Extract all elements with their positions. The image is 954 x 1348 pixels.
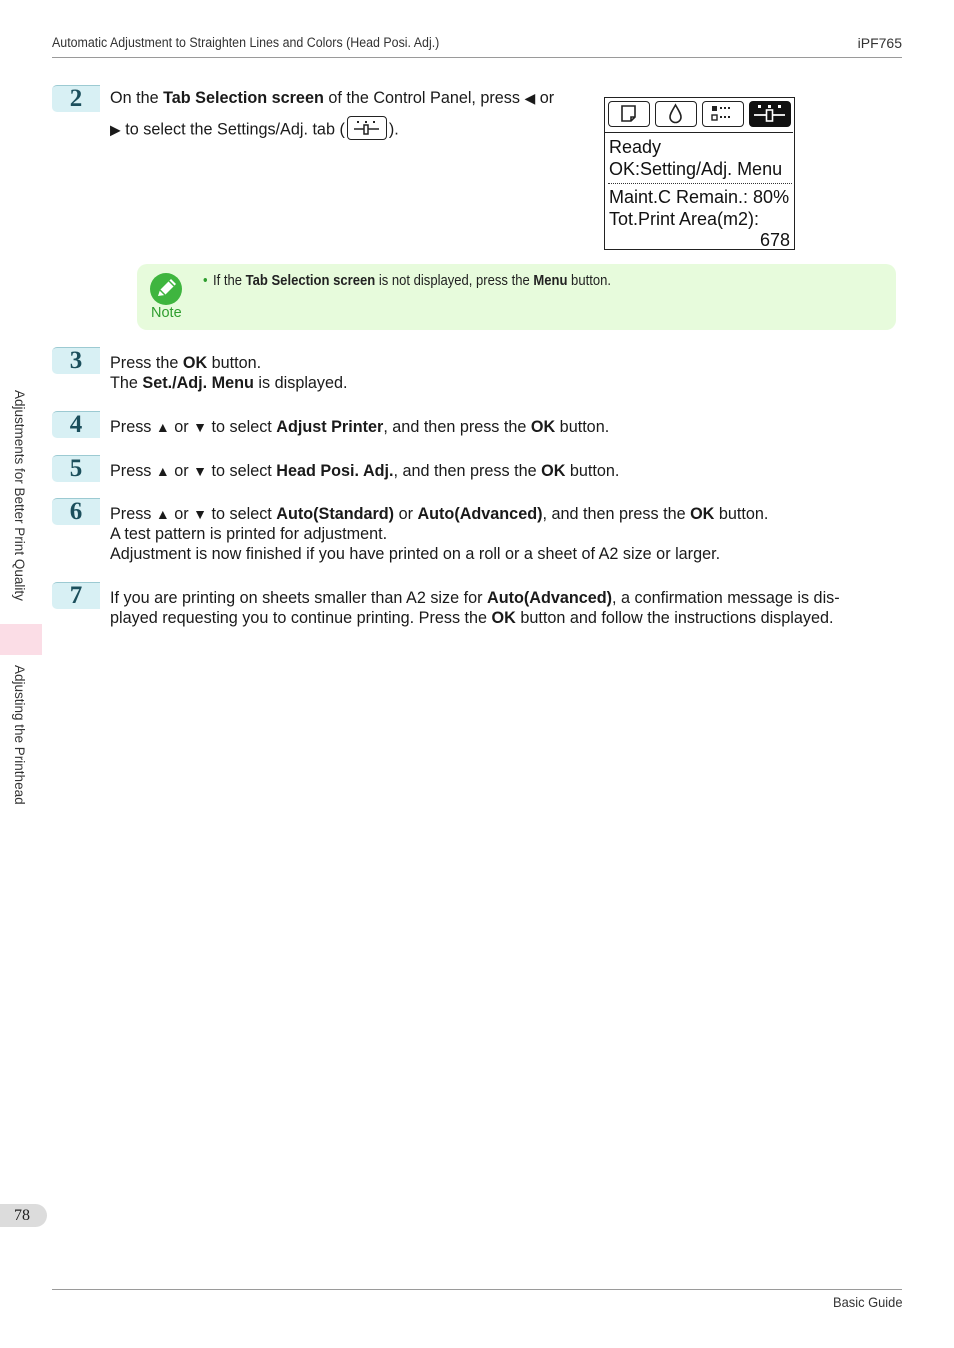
note-text: • If the Tab Selection screen is not displayed, press the Menu button. — [203, 273, 611, 289]
note-box — [137, 264, 896, 330]
note-pencil-icon — [149, 272, 183, 306]
up-arrow-icon: ▲ — [155, 419, 170, 435]
side-chapter-tab[interactable] — [12, 390, 32, 615]
step-7-text: If you are printing on sheets smaller than A2 size for Auto(Advanced), a confirmation message is dis- played requesting you to continue printing. Press the OK button and follow the instructions displayed. — [110, 589, 840, 627]
right-arrow-icon: ▶ — [110, 121, 121, 138]
header-rule — [52, 57, 902, 58]
step-number-2: 2 — [52, 85, 100, 112]
down-arrow-icon: ▼ — [193, 463, 207, 479]
step-number-3: 3 — [52, 347, 100, 374]
step-number-4: 4 — [52, 411, 100, 438]
running-header-title: Automatic Adjustment to Straighten Lines and Colors (Head Posi. Adj.) — [52, 35, 440, 50]
step-number-5: 5 — [52, 455, 100, 482]
page-number: 78 — [0, 1204, 47, 1227]
left-arrow-icon: ◀ — [524, 90, 536, 106]
lcd-divider — [608, 183, 792, 184]
up-arrow-icon: ▲ — [155, 463, 170, 479]
lcd-status: Ready — [609, 137, 662, 157]
control-panel-display — [604, 97, 795, 250]
ink-tab-icon — [655, 101, 697, 127]
footer-rule — [52, 1289, 902, 1290]
step-3-text: Press the OK button. The Set./Adj. Menu is displayed. — [110, 354, 348, 392]
side-section-marker — [0, 624, 42, 655]
paper-tab-icon — [608, 101, 650, 127]
note-label: Note — [151, 305, 182, 321]
step-6-text: Press ▲ or ▼ to select Auto(Standard) or Auto(Advanced), and then press the OK button. A test pattern is printed for adjustment. Adjustment is now finished if you have printed on a roll or a sheet of A2 size or larger. — [110, 505, 769, 563]
job-tab-icon — [702, 101, 744, 127]
lcd-print-area-label: Tot.Print Area(m2): — [609, 209, 760, 229]
up-arrow-icon: ▲ — [155, 506, 170, 522]
down-arrow-icon: ▼ — [193, 506, 207, 522]
side-chapter-label: Adjustments for Better Print Quality — [12, 390, 27, 601]
step-number-7: 7 — [52, 582, 100, 609]
step-4-text: Press ▲ or ▼ to select Adjust Printer, and then press the OK button. — [110, 418, 610, 436]
lcd-tab-bar — [605, 98, 793, 133]
step-5-text: Press ▲ or ▼ to select Head Posi. Adj., and then press the OK button. — [110, 462, 620, 480]
down-arrow-icon: ▼ — [193, 419, 207, 435]
lcd-print-area-value: 678 — [759, 230, 790, 250]
side-section-tab[interactable] — [12, 665, 32, 825]
settings-adj-tab-icon — [347, 116, 387, 140]
step-2-text: On the Tab Selection screen of the Control Panel, press ◀ or ▶ to select the Settings/Adj. tab ( ). — [110, 89, 555, 139]
lcd-hint: OK:Setting/Adj. Menu — [609, 159, 783, 179]
lcd-maint-remain: Maint.C Remain.: 80% — [609, 187, 790, 207]
side-section-label: Adjusting the Printhead — [12, 665, 27, 805]
settings-tab-icon — [749, 101, 791, 127]
step-number-6: 6 — [52, 498, 100, 525]
footer-guide-name: Basic Guide — [832, 1294, 902, 1310]
running-header-model: iPF765 — [857, 35, 902, 51]
